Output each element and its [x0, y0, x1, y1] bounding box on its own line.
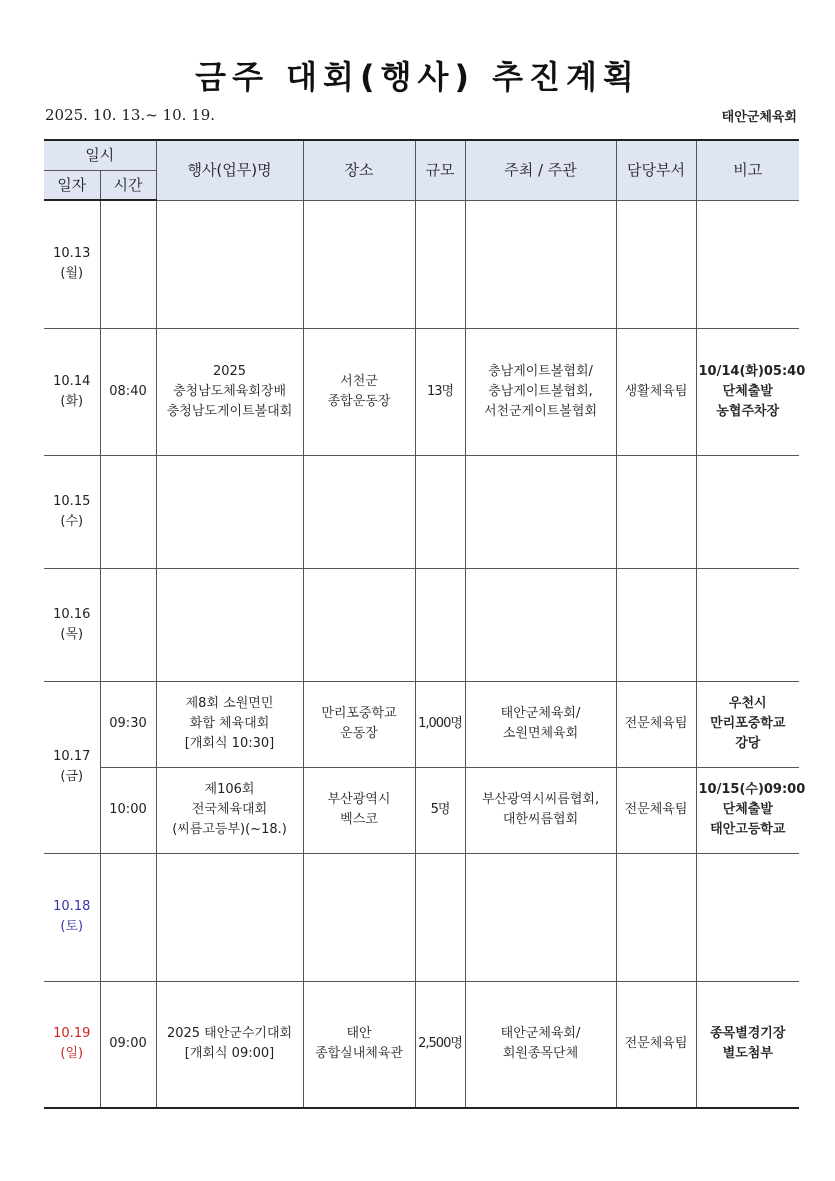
place-cell: 부산광역시 벡스코: [303, 767, 415, 853]
time-cell: 10:00: [100, 767, 156, 853]
date-cell: 10.16 (목): [44, 568, 100, 681]
host-cell: 태안군체육회/ 소원면체육회: [465, 681, 616, 767]
host-cell: 태안군체육회/ 회원종목단체: [465, 981, 616, 1108]
scale-cell: 5명: [415, 767, 465, 853]
table-row: [44, 200, 799, 328]
date-cell: 10.18 (토): [44, 853, 100, 981]
table-row: [44, 681, 799, 767]
header-time: 시간: [100, 170, 156, 200]
event-name-cell: 제8회 소원면민 화합 체육대회 [개회식 10:30]: [156, 681, 303, 767]
event-name-cell: 2025 충청남도체육회장배 충청남도게이트볼대회: [156, 328, 303, 455]
header-datetime: 일시: [44, 140, 156, 170]
header-host: 주최 / 주관: [465, 140, 616, 200]
period-range: 2025. 10. 13.~ 10. 19.: [45, 106, 216, 124]
dept-cell: 전문체육팀: [616, 981, 696, 1108]
table-row: [44, 981, 799, 1108]
event-name-cell: 2025 태안군수기대회 [개회식 09:00]: [156, 981, 303, 1108]
header-event: 행사(업무)명: [156, 140, 303, 200]
note-cell: 우천시 만리포중학교 강당: [696, 681, 799, 767]
time-cell: 09:30: [100, 681, 156, 767]
dept-cell: 전문체육팀: [616, 681, 696, 767]
dept-cell: 생활체육팀: [616, 328, 696, 455]
header-place: 장소: [303, 140, 415, 200]
place-cell: 만리포중학교 운동장: [303, 681, 415, 767]
note-cell: 10/15(수)09:00 단체출발 태안고등학교: [696, 767, 799, 853]
event-name-cell: 제106회 전국체육대회 (씨름고등부)(~18.): [156, 767, 303, 853]
place-cell: 태안 종합실내체육관: [303, 981, 415, 1108]
header-date: 일자: [44, 170, 100, 200]
note-cell: 10/14(화)05:40 단체출발 농협주차장: [696, 328, 799, 455]
date-cell: 10.13 (월): [44, 200, 100, 328]
table-row: [44, 767, 799, 853]
table-row: [44, 328, 799, 455]
scale-cell: 13명: [415, 328, 465, 455]
note-cell: 종목별경기장 별도첨부: [696, 981, 799, 1108]
scale-cell: 2,500명: [415, 981, 465, 1108]
time-cell: 08:40: [100, 328, 156, 455]
header-scale: 규모: [415, 140, 465, 200]
date-cell: 10.19 (일): [44, 981, 100, 1108]
table-row: [44, 455, 799, 568]
host-cell: 충남게이트볼협회/ 충남게이트볼협회, 서천군게이트볼협회: [465, 328, 616, 455]
date-cell: 10.14 (화): [44, 328, 100, 455]
schedule-table: [44, 139, 806, 1109]
date-cell: 10.17 (금): [44, 681, 100, 853]
scale-cell: 1,000명: [415, 681, 465, 767]
organization-name: 태안군체육회: [721, 110, 797, 125]
header-note: 비고: [696, 140, 799, 200]
time-cell: 09:00: [100, 981, 156, 1108]
table-row: [44, 568, 799, 681]
header-dept: 담당부서: [616, 140, 696, 200]
place-cell: 서천군 종합운동장: [303, 328, 415, 455]
page-title: 금주 대회(행사) 추진계획: [195, 58, 640, 96]
dept-cell: 전문체육팀: [616, 767, 696, 853]
host-cell: 부산광역시씨름협회, 대한씨름협회: [465, 767, 616, 853]
table-row: [44, 853, 799, 981]
date-cell: 10.15 (수): [44, 455, 100, 568]
